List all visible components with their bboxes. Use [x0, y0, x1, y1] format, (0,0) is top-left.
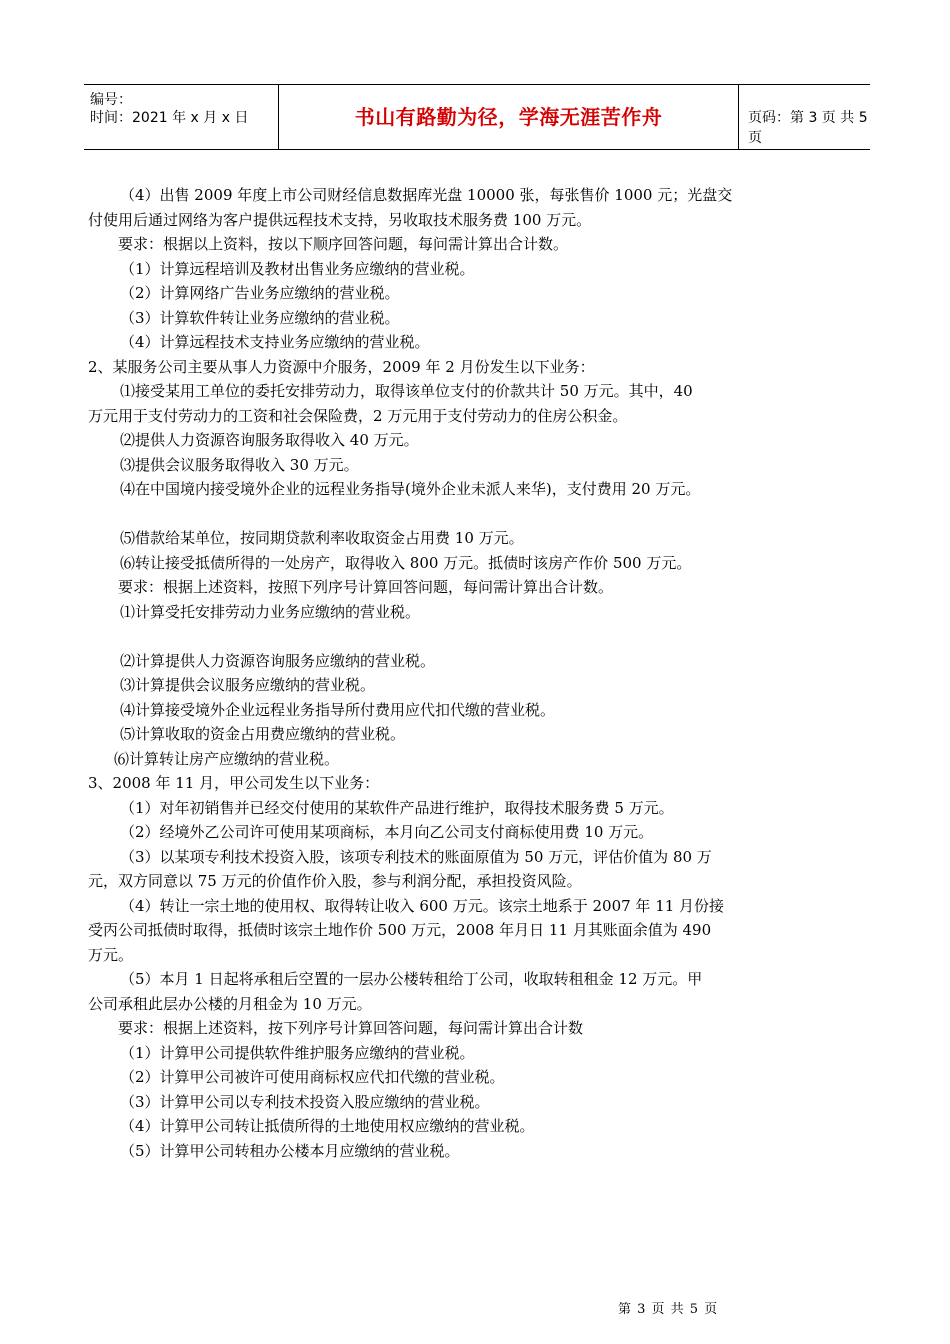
- paragraph-line: 受丙公司抵债时取得，抵债时该宗土地作价 500 万元，2008 年月日 11 月其账面余值为 490: [88, 921, 712, 939]
- paragraph-line: ⑷在中国境内接受境外企业的远程业务指导(境外企业未派人来华)，支付费用 20 万元。: [120, 480, 701, 498]
- paragraph-line: 要求：根据上述资料，按照下列序号计算回答问题，每问需计算出合计数。: [118, 578, 614, 596]
- header-meta: [84, 85, 279, 149]
- paragraph-line: （2）经境外乙公司许可使用某项商标，本月向乙公司支付商标使用费 10 万元。: [120, 823, 654, 841]
- paragraph-line: 公司承租此层办公楼的月租金为 10 万元。: [88, 994, 372, 1013]
- paragraph-line: ⑸借款给某单位，按同期贷款利率收取资金占用费 10 万元。: [120, 529, 524, 547]
- paragraph-line: （5）计算甲公司转租办公楼本月应缴纳的营业税。: [120, 1141, 460, 1160]
- paragraph-line: （1）计算甲公司提供软件维护服务应缴纳的营业税。: [120, 1043, 475, 1062]
- paragraph-line: ⑹计算转让房产应缴纳的营业税。: [114, 749, 340, 768]
- blank-line: [88, 624, 868, 649]
- paragraph-line: ⑴计算受托安排劳动力业务应缴纳的营业税。: [120, 602, 421, 621]
- paragraph-line: （4）出售 2009 年度上市公司财经信息数据库光盘 10000 张，每张售价 1000 元；光盘交: [120, 186, 733, 204]
- paragraph-line: ⑵计算提供人力资源咨询服务应缴纳的营业税。: [120, 651, 436, 670]
- paragraph-line: ⑹转让接受抵债所得的一处房产，取得收入 800 万元。抵债时该房产作价 500 万元。: [120, 553, 692, 572]
- paragraph-line: （3）以某项专利技术投资入股，该项专利技术的账面原值为 50 万元，评估价值为 80 万: [120, 847, 712, 866]
- paragraph-line: ⑵提供人力资源咨询服务取得收入 40 万元。: [120, 431, 419, 449]
- section-heading: 3、2008 年 11 月，甲公司发生以下业务：: [88, 774, 380, 792]
- paragraph-line: ⑷计算接受境外企业远程业务指导所付费用应代扣代缴的营业税。: [120, 700, 556, 719]
- paragraph-line: （4）计算甲公司转让抵债所得的土地使用权应缴纳的营业税。: [120, 1117, 535, 1135]
- paragraph-line: 要求：根据上述资料，按下列序号计算回答问题，每问需计算出合计数: [118, 1019, 584, 1037]
- paragraph-line: （4）转让一宗土地的使用权、取得转让收入 600 万元。该宗土地系于 2007 年 11 月份接: [120, 896, 725, 915]
- paragraph-line: ⑶计算提供会议服务应缴纳的营业税。: [120, 676, 376, 694]
- header-motto: 书山有路勤为径，学海无涯苦作舟: [279, 85, 739, 149]
- paragraph-line: （2）计算甲公司被许可使用商标权应代扣代缴的营业税。: [120, 1068, 505, 1086]
- paragraph-line: （2）计算网络广告业务应缴纳的营业税。: [120, 284, 400, 302]
- paragraph-line: （4）计算远程技术支持业务应缴纳的营业税。: [120, 333, 430, 351]
- page-footer: 第 3 页 共 5 页: [618, 1302, 719, 1317]
- paragraph-line: 付使用后通过网络为客户提供远程技术支持，另收取技术服务费 100 万元。: [88, 210, 592, 229]
- paragraph-line: ⑶提供会议服务取得收入 30 万元。: [120, 455, 359, 474]
- paragraph-line: ⑴接受某用工单位的委托安排劳动力，取得该单位支付的价款共计 50 万元。其中，40: [120, 382, 693, 400]
- paragraph-line: 万元。: [88, 945, 134, 964]
- header-page-code: 页码：第 3 页 共 5 页: [748, 110, 868, 146]
- paragraph-line: ⑸计算收取的资金占用费应缴纳的营业税。: [120, 725, 406, 743]
- blank-line: [88, 502, 868, 527]
- paragraph-line: 元，双方同意以 75 万元的价值作价入股，参与利润分配，承担投资风险。: [88, 872, 582, 890]
- paragraph-line: 要求：根据以上资料，按以下顺序回答问题，每问需计算出合计数。: [118, 235, 569, 253]
- paragraph-line: （1）对年初销售并已经交付使用的某软件产品进行维护，取得技术服务费 5 万元。: [120, 798, 674, 817]
- page-header: [84, 84, 870, 150]
- paragraph-line: （3）计算软件转让业务应缴纳的营业税。: [120, 308, 400, 327]
- paragraph-line: （1）计算远程培训及教材出售业务应缴纳的营业税。: [120, 259, 475, 278]
- document-body: [88, 183, 868, 1163]
- paragraph-line: （5）本月 1 日起将承租后空置的一层办公楼转租给丁公司，收取转租租金 12 万元。甲: [120, 970, 703, 988]
- document-date: 时间：2021 年 x 月 x 日: [90, 110, 249, 126]
- paragraph-line: （3）计算甲公司以专利技术投资入股应缴纳的营业税。: [120, 1092, 490, 1111]
- paragraph-line: 万元用于支付劳动力的工资和社会保险费，2 万元用于支付劳动力的住房公积金。: [88, 406, 628, 425]
- section-heading: 2、某服务公司主要从事人力资源中介服务，2009 年 2 月份发生以下业务：: [88, 357, 595, 376]
- document-number-label: 编号：: [90, 92, 132, 108]
